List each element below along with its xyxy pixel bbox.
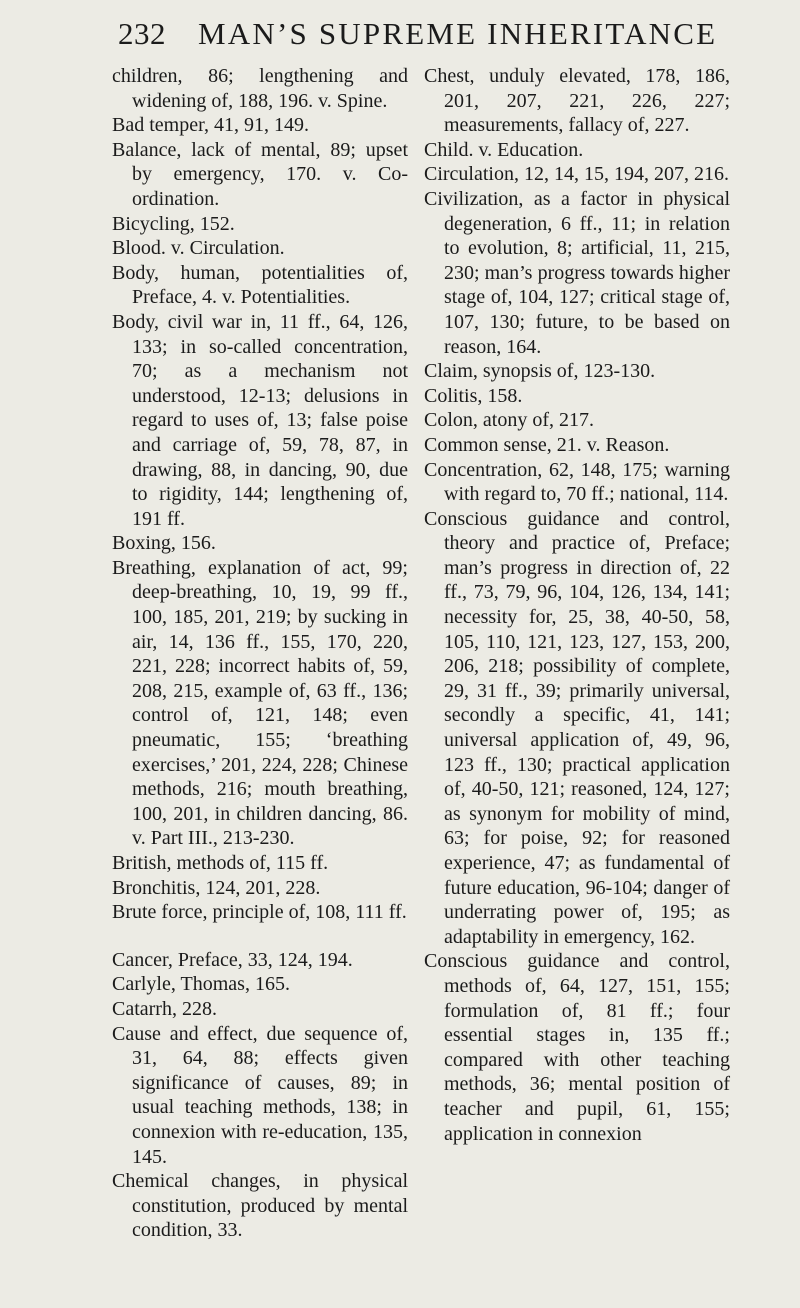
index-entry: Bicycling, 152. (112, 212, 235, 235)
index-column-right (424, 64, 730, 1146)
index-entry: British, methods of, 115 ff. (112, 852, 329, 874)
index-entry: Claim, synopsis of, 123-130. (424, 360, 656, 383)
index-entry: children, 86; lengthening and widening of, 188, 196. v. Spine. (112, 65, 408, 112)
index-entry: Blood. v. Circulation. (112, 237, 285, 260)
index-entry: Brute force, principle of, 108, 111 ff. (112, 901, 407, 924)
index-entry: Body, human, potentialities of, Preface, 4. v. Potentialities. (112, 261, 408, 309)
index-entry: Colitis, 158. (424, 384, 523, 407)
index-entry: Boxing, 156. (112, 532, 216, 555)
index-entry: Bronchitis, 124, 201, 228. (112, 876, 321, 899)
index-entry: Balance, lack of mental, 89; upset by emergency, 170. v. Co-ordination. (112, 138, 408, 210)
index-entry: Civilization, as a factor in physical degeneration, 6 ff., 11; in relation to evolution, 8; artificial, 11, 215, 230; man’s progress towards higher stage of, 104, 127; critical stage of, 107, 130; future, to be based on reason, 164. (424, 187, 730, 358)
index-entry: Bad temper, 41, 91, 149. (112, 114, 309, 137)
running-title: MAN’S SUPREME INHERITANCE (198, 16, 718, 51)
index-entry: Concentration, 62, 148, 175; warning with regard to, 70 ff.; national, 114. (424, 458, 730, 506)
index-entry: Chest, unduly elevated, 178, 186, 201, 207, 221, 226, 227; measurements, fallacy of, 227. (424, 65, 730, 137)
index-column-left (112, 64, 408, 1243)
index-entry: Cause and effect, due sequence of, 31, 64, 88; effects given significance of causes, 89; in usual teaching methods, 138; in connexion with re-education, 135, 145. (112, 1022, 408, 1168)
index-entry: Chemical changes, in physical constitution, produced by mental condition, 33. (112, 1170, 408, 1242)
index-entry: Breathing, explanation of act, 99; deep-breathing, 10, 19, 99 ff., 100, 185, 201, 219; by sucking in air, 14, 136 ff., 155, 170, 220, 221, 228; incorrect habits of, 59, 208, 215, example of, 63 ff., 136; control of, 121, 148; even pneumatic, 155; ‘breathing exercises,’ 201, 224, 228; Chinese methods, 216; mouth breathing, 100, 201, in children dancing, 86. v. Part III., 213-230. (112, 556, 408, 850)
running-head (118, 16, 778, 66)
index-entry: Colon, atony of, 217. (424, 409, 594, 432)
index-entry: Catarrh, 228. (112, 997, 217, 1020)
index-entry: Cancer, Preface, 33, 124, 194. (112, 948, 353, 971)
index-entry: Body, civil war in, 11 ff., 64, 126, 133; in so-called concentration, 70; as a mechanism not understood, 12-13; delusions in regard to uses of, 13; false poise and carriage of, 59, 78, 87, in drawing, 88, in dancing, 90, due to rigidity, 144; lengthening of, 191 ff. (112, 310, 408, 530)
index-entry: Circulation, 12, 14, 15, 194, 207, 216. (424, 163, 729, 186)
page-number: 232 (118, 16, 166, 51)
index-entry: Conscious guidance and control, methods of, 64, 127, 151, 155; formulation of, 81 ff.; four essential stages in, 135 ff.; compared with other teaching methods, 36; mental position of teacher and pupil, 61, 155; application in connexion (424, 950, 730, 1145)
index-entry: Carlyle, Thomas, 165. (112, 973, 290, 996)
index-entry: Common sense, 21. v. Reason. (424, 433, 670, 456)
index-entry: Conscious guidance and control, theory and practice of, Preface; man’s progress in direction of, 22 ff., 73, 79, 96, 104, 126, 134, 141; necessity for, 25, 38, 40-50, 58, 105, 110, 121, 123, 127, 153, 200, 206, 218; possibility of complete, 29, 31 ff., 39; primarily universal, secondly a specific, 41, 141; universal application of, 49, 96, 123 ff., 130; practical application of, 40-50, 121; reasoned, 124, 127; as synonym for mobility of mind, 63; for poise, 92; for reasoned experience, 47; as fundamental of future education, 96-104; danger of underrating power of, 195; as adaptability in emergency, 162. (424, 507, 730, 948)
index-entry: Child. v. Education. (424, 138, 584, 161)
